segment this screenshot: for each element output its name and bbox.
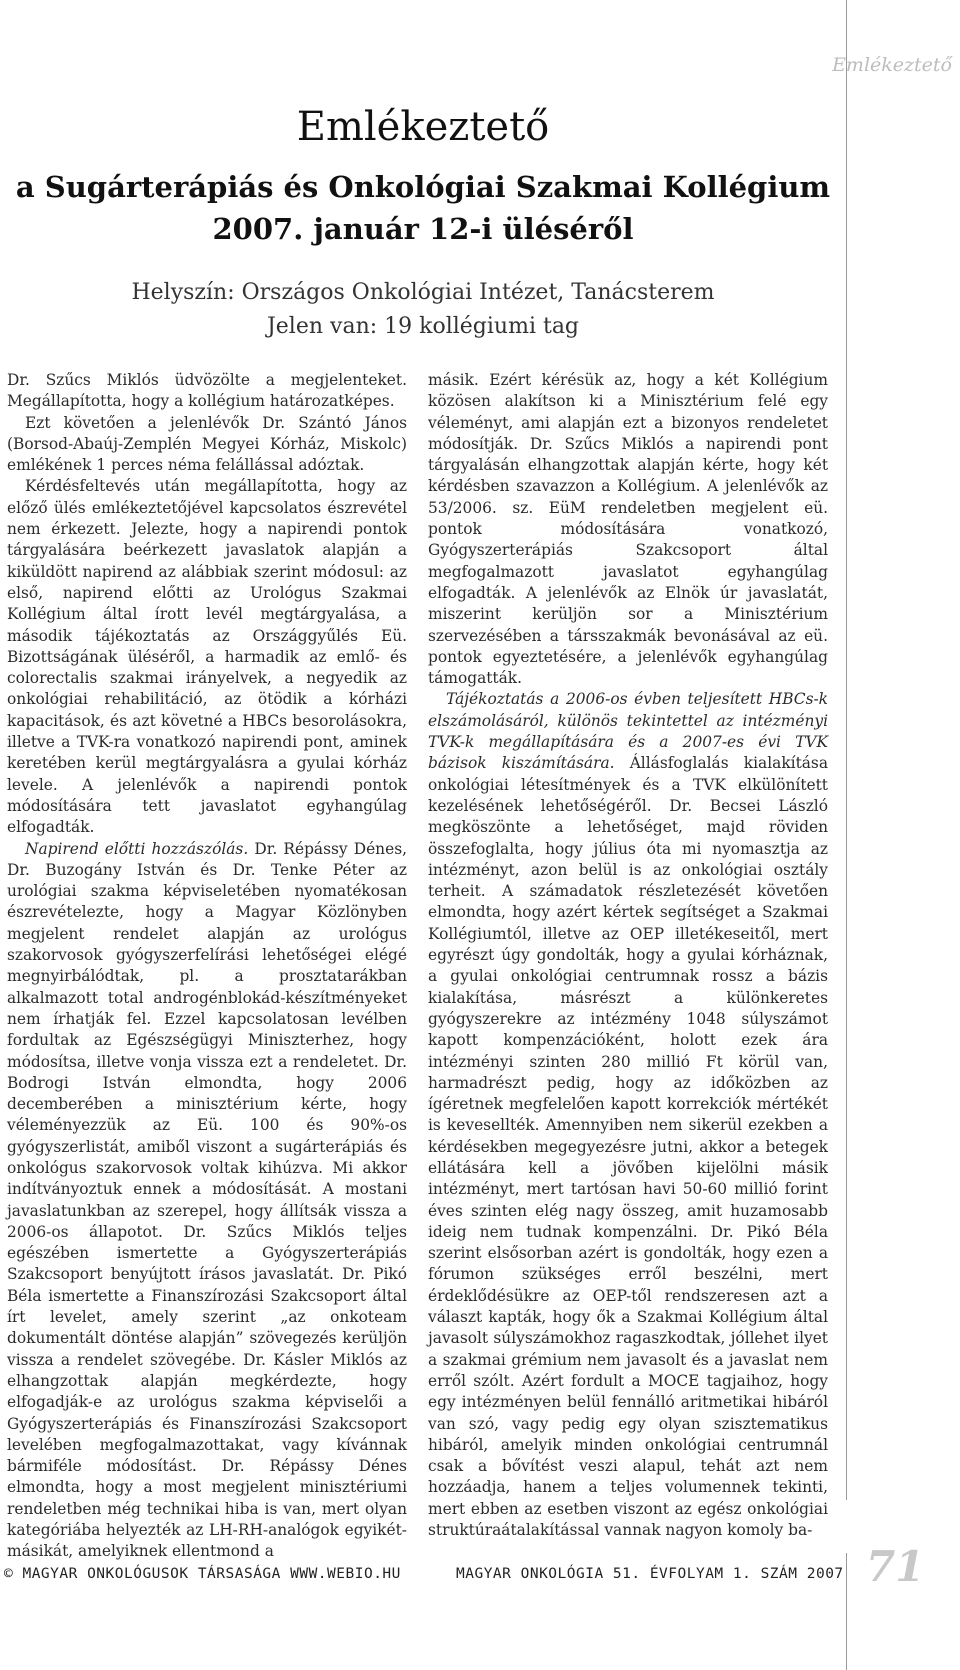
page-number: 71	[866, 1542, 925, 1591]
paragraph-hbcs-text: Állásfoglalás kialakítása onkológiai létesítmények és a TVK elkülönített kezelésének lehetőségéről. Dr. Becsei László megköszönte a lehetőséget, majd röviden összefoglalta, hogy július óta mi nyomasztja az intézményt, azon belül is az onkológiai osztály terheit. A számadatok részletezését követően elmondta, hogy azért kértek segítséget a Szakmai Kollégiumtól, illetve az OEP illetékeseitől, mert egyrészt úgy gondolták, hogy a gyulai kórháznak, a gyulai onkológiai centrumnak rossz a bázis kialakítása, másrészt a különkeretes gyógyszerekre az intézmény 1048 súlyszámot kapott kompenzációként, holott ezek ára intézményi szinten 280 millió Ft körül van, harmadrészt pedig, hogy az időközben az ígéretnek megfelelően kapott korrekciók mértékét is kevesellték. Amennyiben nem sikerül ezekben a kérdésekben megegyezésre jutni, akkor a betegek ellátására kell a jövőben kijelölni másik intézményt, mert tartósan havi 50-60 millió forint éves szinten elég nagy összeg, amit huzamosabb ideig nem tudnak kompenzálni. Dr. Pikó Béla szerint elsősorban azért is gondolták, hogy ezen a fórumon szükséges erről beszélni, mert érdeklődésükre az OEP-től rendszeresen azt a választ kapták, hogy ők a Szakmai Kollégium által javasolt súlyszámokhoz ragaszkodtak, jóllehet ilyet a szakmai grémium nem javasolt és a javaslat nem erről szólt. Azért fordult a MOCE tagjaihoz, hogy egy intézményen belül fennálló aritmetikai hibáról van szó, vagy pedig egy olyan szisztematikus hibáról, amelyik minden onkológiai centrumnál csak a bővítést veszi alapul, tehát azt nem hozzáadja, hanem a teljes volumennek tekinti, mert ebben az esetben viszont az egész onkológiai struktúraátalakítással vannak nagyon komoly ba-	[428, 754, 829, 1540]
section-heading-hbcs: Tájékoztatás a 2006-os évben teljesített HBCs-k elszámolásáról, különös tekintettel az intézményi TVK-k megállapítására és a 2007-es évi TVK bázisok kiszámítására.	[428, 690, 828, 773]
footer-journal: MAGYAR ONKOLÓGIA 51. ÉVFOLYAM 1. SZÁM 2007	[456, 1566, 844, 1582]
page-title: Emlékeztető	[296, 104, 550, 150]
subtitle-line-1: a Sugárterápiás és Onkológiai Szakmai Kollégium	[15, 170, 831, 204]
attendance-line: Jelen van: 19 kollégiumi tag	[266, 314, 580, 339]
vertical-divider	[846, 0, 847, 1500]
paragraph-urology-text: Dr. Répássy Dénes, Dr. Buzogány István és Dr. Tenke Péter az urológiai szakma képviseletében nyomatékosan észrevételezte, hogy a Magyar Közlönyben megjelent rendelet alapján az urológus szakorvosok gyógyszerfelírási lehetőségei elégé megnyirbálódtak, pl. a prosztatarákban alkalmazott total androgénblokád-készítményeket nem írhatják fel. Ezzel kapcsolatosan levélben fordultak az Egészségügyi Miniszterhez, hogy módosítsa, illetve vonja vissza ezt a rendeletet. Dr. Bodrogi István elmondta, hogy 2006 decemberében a minisztérium kérte, hogy véleményezzük az Eü. 100 és 90%-os gyógyszerlistát, amiből viszont a sugárterápiás és onkológus szakorvosok voltak kihúzva. Mi akkor indítványoztuk ennek a módosítását. A mostani javaslatunkban az szerepel, hogy állítsák vissza a 2006-os állapotot. Dr. Szűcs Miklós teljes egészében ismertette a Gyógyszerterápiás Szakcsoport benyújtott írásos javaslatát. Dr. Pikó Béla ismertette a Finanszírozási Szakcsoport által írt levelet, amely szerint „az onkoteam dokumentált döntése alapján” szövegezés kerüljön vissza a rendelet szövegébe. Dr. Kásler Miklós az elhangzottak alapján megkérdezte, hogy elfogadják-e az urológus szakma képviselői a Gyógyszerterápiás és Finanszírozási Szakcsoport levelében megfogalmazottakat, vagy kívánnak bármiféle módosítást. Dr. Répássy Dénes elmondta, hogy a most megjelent minisztériumi rendeletben még technikai hiba is van, mert olyan kategóriába helyezték az LH-RH-analógok egyikét-másikát, amelyiknek ellentmond a	[7, 839, 407, 1561]
paragraph-opening: Dr. Szűcs Miklós üdvözölte a megjelenteket. Megállapította, hogy a kollégium határozatképes.	[7, 371, 407, 411]
paragraph-memorial: Ezt követően a jelenlévők Dr. Szántó János (Borsod-Abaúj-Zemplén Megyei Kórház, Miskolc) emlékének 1 perces néma felállással adóztak.	[7, 413, 407, 475]
footer-society: © MAGYAR ONKOLÓGUSOK TÁRSASÁGA WWW.WEBIO.HU	[4, 1566, 401, 1582]
paragraph-urology	[7, 839, 407, 1563]
running-head: Emlékeztető	[832, 54, 952, 76]
paragraph-agenda: Kérdésfeltevés után megállapította, hogy az előző ülés emlékeztetőjével kapcsolatos észrevétel nem érkezett. Jelezte, hogy a napirendi pontok tárgyalására beérkezett javaslatok alapján a kiküldött napirend az alábbiak szerint módosul: az első, napirend előtti az Urológus Szakmai Kollégium által írott levél megtárgyalása, a második tájékoztatás az Országgyűlés Eü. Bizottságának üléséről, a harmadik az emlő- és colorectalis szakmai irányelvek, a negyedik az onkológiai rehabilitáció, az ötödik a kórházi kapacitások, és azt követné a HBCs besorolásokra, illetve a TVK-ra vonatkozó napirendi pont, aminek keretében kerül megtárgyalásra a gyulai kórház levele. A jelenlévők a napirendi pontok módosítására tett javaslatot egyhangúlag elfogadták.	[7, 477, 407, 837]
right-column	[428, 370, 828, 1541]
paragraph-hbcs	[428, 689, 828, 1541]
section-heading-pre-agenda: Napirend előtti hozzászólás.	[25, 839, 249, 858]
location-line: Helyszín: Országos Onkológiai Intézet, Tanácsterem	[131, 280, 715, 305]
paragraph-vote: másik. Ezért kérésük az, hogy a két Kollégium közösen alakítson ki a Minisztérium felé egy véleményt, ami alapján ezt a bizonyos rendeletet módosítják. Dr. Szűcs Miklós a napirendi pont tárgyalásán elhangzottak alapján kérte, hogy két kérdésben szavazzon a Kollégium. A jelenlévők az 53/2006. sz. EüM rendeletben megjelent eü. pontok módosítására vonatkozó, Gyógyszerterápiás Szakcsoport által megfogalmazott javaslatot egyhangúlag elfogadták. A jelenlévők az Elnök úr javaslatát, miszerint kerüljön sor a Minisztérium szervezésében a társszakmák bevonásával az eü. pontok egyeztetésére, a jelenlévők egyhangúlag támogatták.	[428, 371, 828, 688]
vertical-divider-bottom	[846, 1553, 847, 1670]
subtitle-line-2: 2007. január 12-i üléséről	[212, 212, 634, 246]
left-column	[7, 370, 407, 1563]
